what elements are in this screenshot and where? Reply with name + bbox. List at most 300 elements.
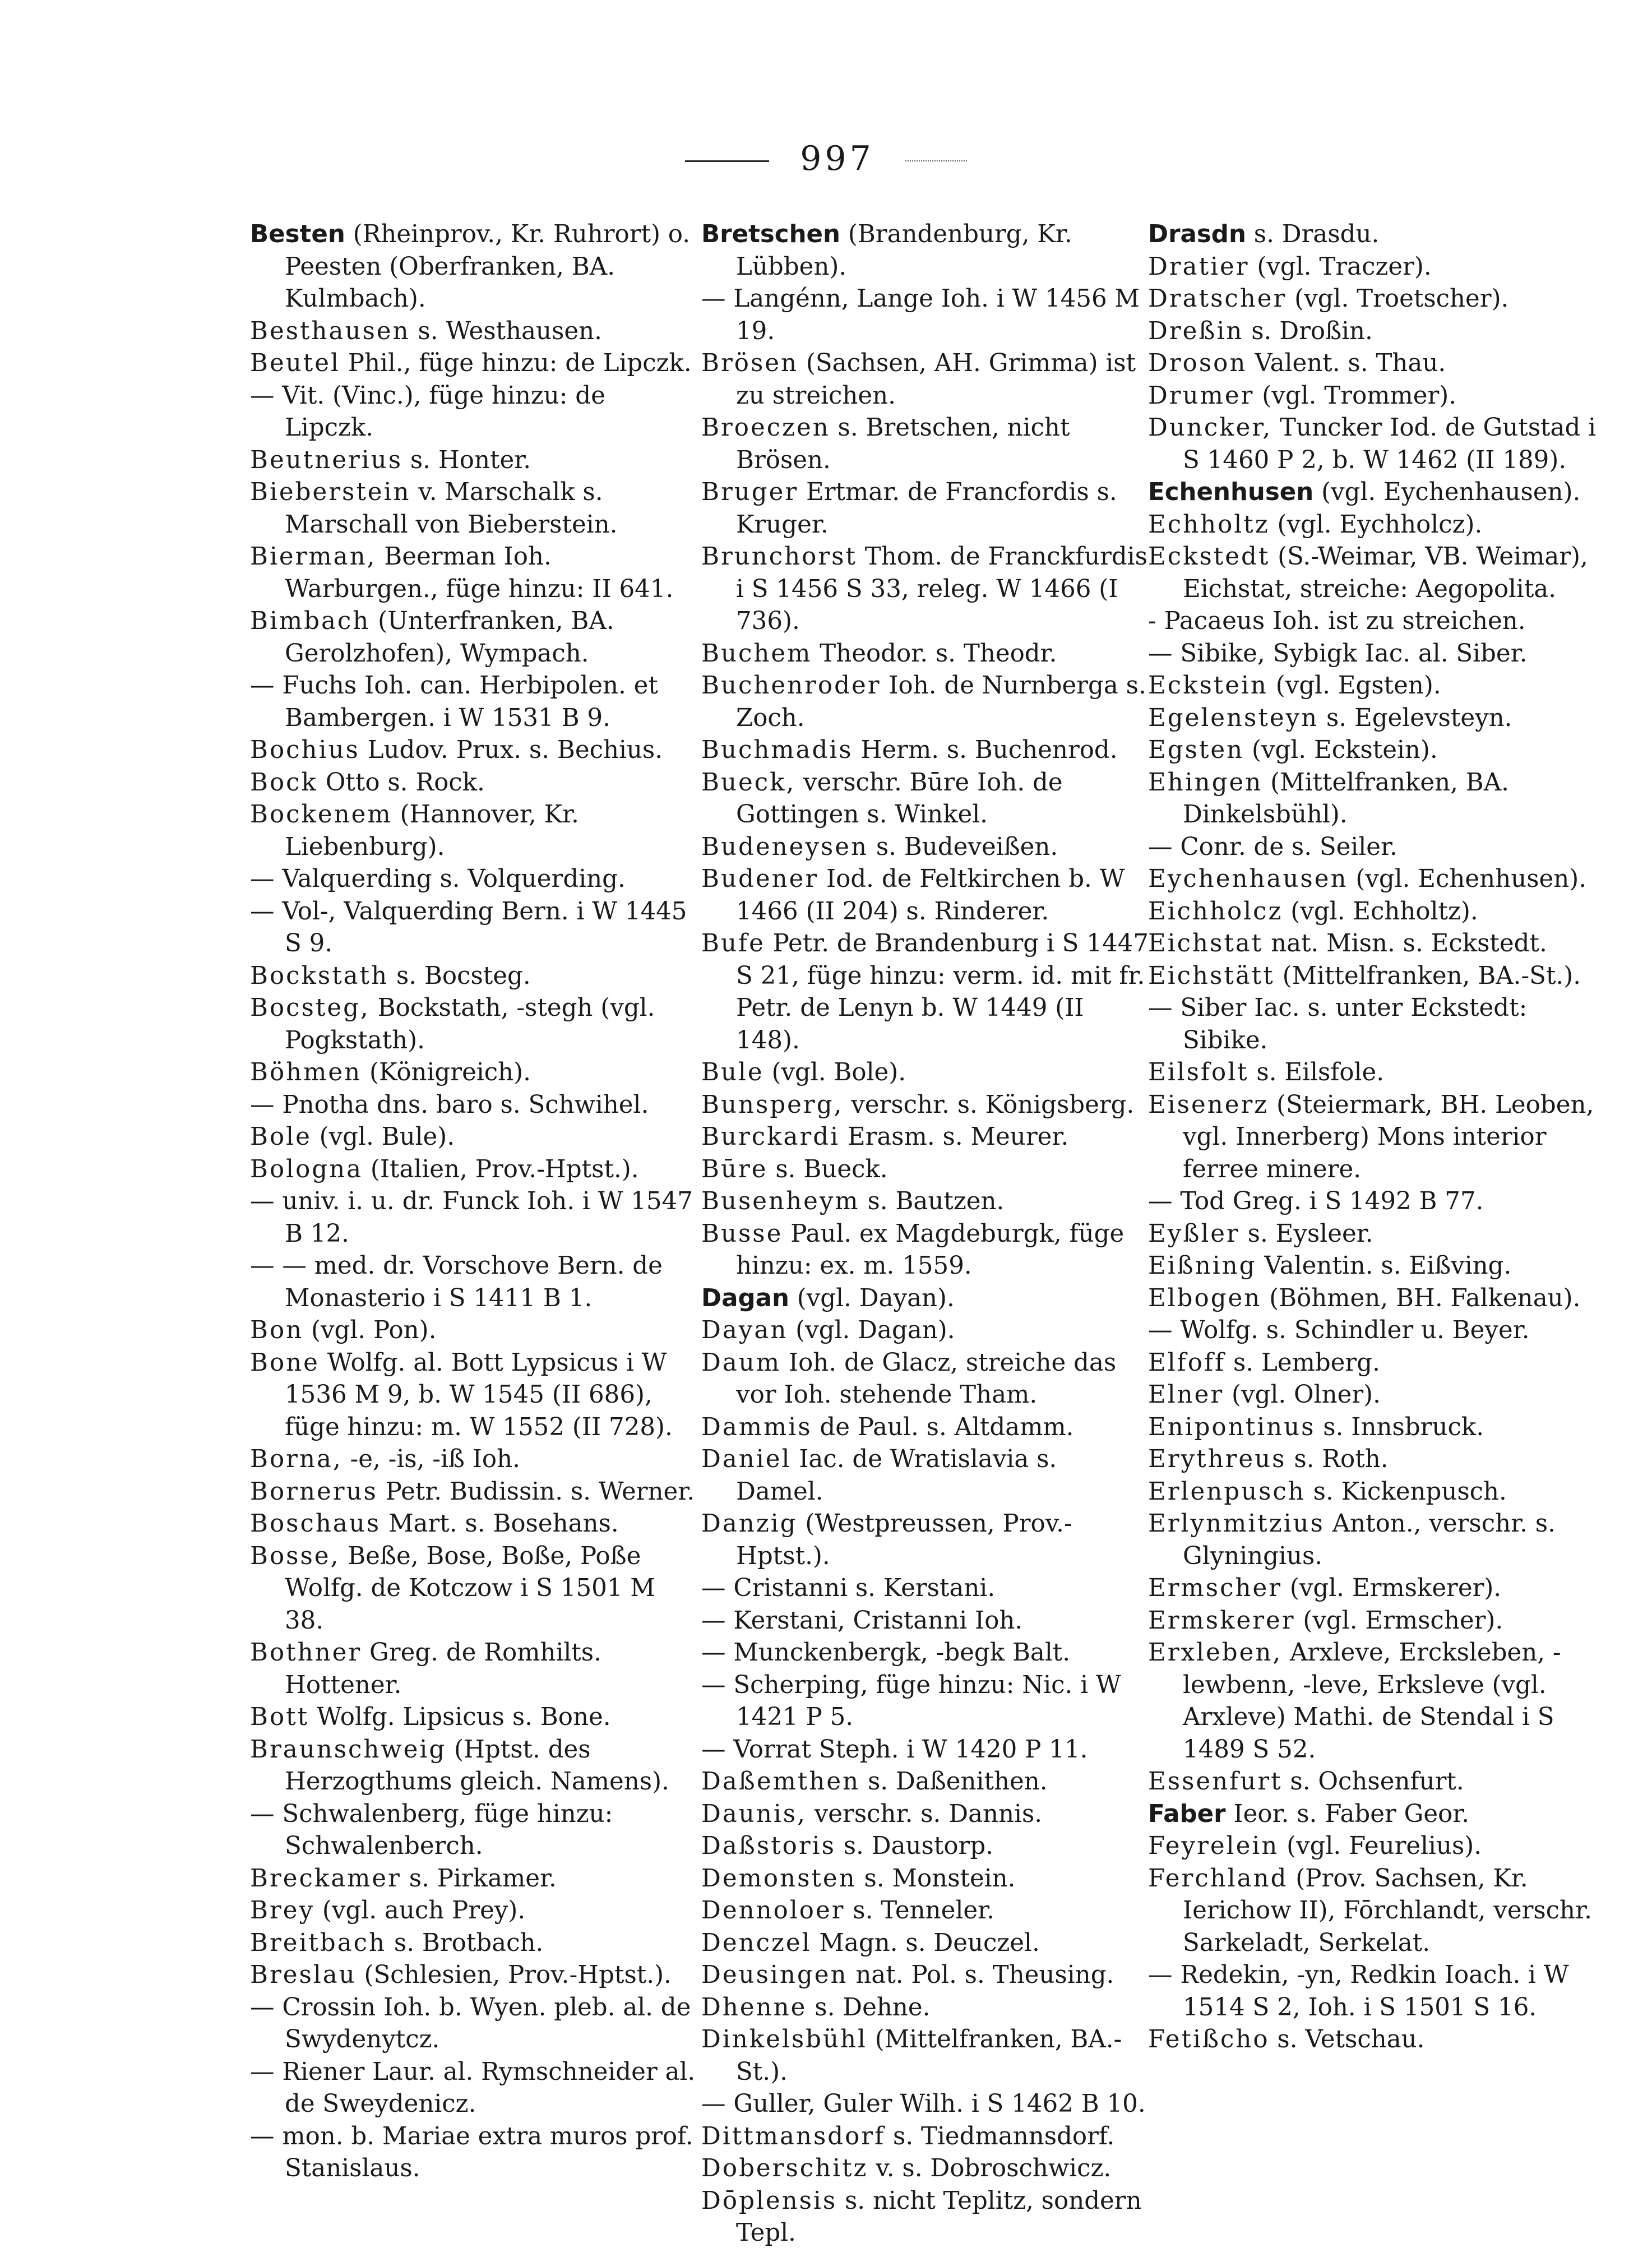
entry-headword: Broeczen	[701, 414, 830, 442]
entry-text: s. Monstein.	[856, 1864, 1016, 1893]
entry-text: Ioh. de Nurnberga s. Zoch.	[736, 672, 1146, 732]
index-entry	[250, 445, 698, 477]
index-entry	[701, 2121, 1150, 2153]
entry-text: s. Droßin.	[1243, 317, 1373, 345]
entry-text: s. Westhausen.	[410, 317, 602, 345]
entry-text: nat. Misn. s. Eckstedt.	[1263, 929, 1547, 958]
index-entry	[701, 1927, 1150, 1960]
column-middle	[701, 219, 1150, 2250]
entry-headword: Daßemthen	[701, 1768, 860, 1796]
entry-headword: Danzig	[701, 1510, 798, 1538]
entry-text: (Böhmen, BH. Falkenau).	[1261, 1284, 1581, 1312]
entry-headword: Dittmansdorf	[701, 2122, 886, 2150]
entry-text: s. Brotbach.	[386, 1928, 544, 1957]
index-entry	[701, 2153, 1150, 2185]
index-entry	[1148, 1766, 1602, 1798]
entry-text: s. Vetschau.	[1269, 2025, 1425, 2054]
entry-text: de Paul. s. Altdamm.	[812, 1413, 1074, 1441]
entry-headword: Ermscher	[1148, 1574, 1283, 1602]
entry-headword: Eisenerz	[1148, 1090, 1269, 1119]
index-entry	[250, 1186, 698, 1250]
index-entry	[701, 1637, 1150, 1669]
entry-text: (vgl. Bole).	[763, 1058, 906, 1086]
index-entry	[250, 863, 698, 896]
index-entry	[701, 863, 1150, 928]
entry-headword: Ermskerer	[1148, 1606, 1295, 1635]
entry-text: (Prov. Sachsen, Kr. Ierichow II), Fōrchlandt, verschr. Sarkeladt, Serkelat.	[1183, 1864, 1592, 1957]
entry-text: s. Daustorp.	[835, 1832, 993, 1860]
entry-headword: Elfoff	[1148, 1348, 1226, 1377]
index-entry	[1148, 1186, 1602, 1218]
index-entry	[1148, 1412, 1602, 1444]
index-entry	[1148, 412, 1602, 477]
entry-text: — Valquerding s. Volquerding.	[250, 865, 626, 893]
entry-text: — Fuchs Ioh. can. Herbipolen. et Bambergen. i W 1531 B 9.	[250, 672, 658, 732]
entry-headword: Bochius	[250, 736, 360, 764]
index-entry	[250, 219, 698, 316]
entry-headword: Eyßler	[1148, 1219, 1240, 1248]
index-entry	[250, 1315, 698, 1347]
entry-headword: Braunschweig	[250, 1735, 447, 1764]
entry-text: (vgl. Pon).	[303, 1316, 437, 1344]
index-entry	[1148, 1572, 1602, 1605]
index-entry	[701, 1572, 1150, 1605]
entry-text: s. Kickenpusch.	[1305, 1477, 1507, 1506]
entry-text: Erasm. s. Meurer.	[840, 1123, 1069, 1151]
entry-text: s. nicht Teplitz, sondern Tepl.	[736, 2186, 1142, 2247]
entry-text: (vgl. Traczer).	[1249, 252, 1432, 281]
entry-headword: Egsten	[1148, 736, 1244, 764]
entry-headword: Budener	[701, 865, 819, 893]
entry-text: (vgl. Echenhusen).	[1348, 865, 1587, 893]
index-entry	[701, 1089, 1150, 1122]
entry-headword: Essenfurt	[1148, 1768, 1283, 1796]
index-entry	[250, 734, 698, 767]
entry-headword: Eichholcz	[1148, 897, 1283, 926]
entry-text: s. Egelevsteyn.	[1318, 704, 1512, 732]
entry-text: — Crossin Ioh. b. Wyen. pleb. al. de Swydenytcz.	[250, 1993, 691, 2054]
entry-headword: Bretschen	[701, 220, 841, 248]
index-entry	[1148, 1347, 1602, 1380]
entry-text: (Schlesien, Prov.-Hptst.).	[356, 1961, 672, 1989]
entry-headword: Bole	[250, 1123, 312, 1151]
entry-text: s. Bueck.	[767, 1155, 888, 1183]
entry-headword: Bueck,	[701, 768, 796, 797]
entry-text: (vgl. Trommer).	[1254, 381, 1457, 410]
entry-text: — Munckenbergk, -begk Balt.	[701, 1639, 1071, 1667]
entry-text: (S.-Weimar, VB. Weimar), Eichstat, streiche: Aegopolita.	[1183, 543, 1588, 603]
index-entry	[250, 1444, 698, 1476]
entry-text: — Pnotha dns. baro s. Schwihel.	[250, 1090, 649, 1119]
index-entry	[250, 477, 698, 541]
entry-headword: Breslau	[250, 1961, 357, 1989]
index-entry	[250, 1476, 698, 1509]
entry-text: Paul. ex Magdeburgk, füge hinzu: ex. m. 1559.	[736, 1219, 1125, 1280]
entry-text: Herm. s. Buchenrod.	[853, 736, 1118, 764]
entry-headword: Daunis,	[701, 1800, 807, 1828]
entry-text: — Wolfg. s. Schindler u. Beyer.	[1148, 1316, 1530, 1344]
index-entry	[1148, 734, 1602, 767]
index-entry	[701, 670, 1150, 734]
entry-text: Ieor. s. Faber Geor.	[1225, 1800, 1470, 1828]
index-entry	[250, 1992, 698, 2056]
entry-headword: Buchmadis	[701, 736, 853, 764]
entry-text: — Sibike, Sybigk Iac. al. Siber.	[1148, 639, 1528, 668]
index-entry	[701, 1412, 1150, 1444]
entry-text: v. s. Dobroschwicz.	[868, 2154, 1112, 2182]
index-entry	[701, 219, 1150, 283]
entry-text: s. Tenneler.	[845, 1897, 994, 1925]
entry-headword: Egelensteyn	[1148, 704, 1319, 732]
entry-text: (Westpreussen, Prov.-Hptst.).	[736, 1510, 1072, 1570]
entry-text: — Tod Greg. i S 1492 B 77.	[1148, 1187, 1484, 1215]
index-entry	[701, 767, 1150, 831]
entry-headword: Buchenroder	[701, 672, 881, 700]
entry-text: Otto s. Rock.	[317, 768, 485, 797]
index-entry	[250, 1250, 698, 1315]
entry-text: Ludov. Prux. s. Bechius.	[359, 736, 663, 764]
entry-text: Iod. de Feltkirchen b. W 1466 (II 204) s. Rinderer.	[736, 865, 1125, 926]
page-number: 997	[800, 139, 874, 178]
entry-text: s. Ochsenfurt.	[1282, 1768, 1464, 1796]
entry-headword: Erlynmitzius	[1148, 1510, 1325, 1538]
column-right	[1148, 219, 1602, 2056]
entry-headword: Besten	[250, 220, 345, 248]
index-entry	[1148, 1476, 1602, 1509]
index-entry	[701, 1444, 1150, 1508]
index-entry	[250, 1734, 698, 1798]
index-entry	[250, 2121, 698, 2185]
entry-headword: Brey	[250, 1897, 315, 1925]
entry-text: s. Eilsfole.	[1248, 1058, 1385, 1086]
index-entry	[250, 992, 698, 1057]
entry-text: Petr. de Brandenburg i S 1447 S 21, füge hinzu: verm. id. mit fr. Petr. de Lenyn b. W 1449 (II 148).	[736, 929, 1149, 1054]
index-entry	[1148, 477, 1602, 509]
index-entry	[250, 1121, 698, 1154]
entry-text: (vgl. Ermscher).	[1295, 1606, 1503, 1635]
entry-headword: Drumer	[1148, 381, 1255, 410]
index-entry	[250, 896, 698, 960]
index-entry	[1148, 831, 1602, 864]
index-entry	[701, 1186, 1150, 1218]
entry-text: s. Honter.	[402, 446, 531, 474]
index-entry	[701, 1798, 1150, 1831]
entry-text: (Italien, Prov.-Hptst.).	[363, 1155, 639, 1183]
index-entry	[701, 1830, 1150, 1863]
index-entry	[1148, 1444, 1602, 1476]
entry-headword: Burckardi	[701, 1123, 840, 1151]
entry-text: (Mittelfranken, BA.-St.).	[1274, 961, 1581, 990]
index-entry	[1148, 863, 1602, 896]
index-entry	[1148, 1379, 1602, 1412]
entry-headword: Daßstoris	[701, 1832, 836, 1860]
entry-text: — mon. b. Mariae extra muros prof. Stanislaus.	[250, 2122, 693, 2182]
entry-headword: Breckamer	[250, 1864, 401, 1893]
index-entry	[250, 1701, 698, 1734]
entry-text: Wolfg. Lipsicus s. Bone.	[309, 1703, 611, 1731]
entry-headword: Brösen	[701, 349, 799, 377]
index-entry	[250, 605, 698, 670]
entry-headword: Bock	[250, 768, 318, 797]
entry-headword: Bone	[250, 1348, 320, 1377]
entry-headword: Buchem	[701, 639, 812, 668]
index-entry	[250, 1927, 698, 1960]
entry-text: s. Dehne.	[807, 1993, 931, 2022]
index-entry	[250, 1863, 698, 1895]
index-entry	[701, 1669, 1150, 1734]
entry-text: Petr. Budissin. s. Werner.	[377, 1477, 695, 1506]
entry-headword: Eilsfolt	[1148, 1058, 1249, 1086]
entry-text: (vgl. Echholtz).	[1283, 897, 1478, 926]
entry-text: (vgl. Bule).	[311, 1123, 455, 1151]
index-entry	[1148, 1798, 1602, 1831]
entry-headword: Dratier	[1148, 252, 1250, 281]
entry-text: -e, -is, -iß Ioh.	[342, 1445, 520, 1473]
index-entry	[1148, 896, 1602, 928]
entry-headword: Echholtz	[1148, 510, 1270, 539]
entry-headword: Droson	[1148, 349, 1247, 377]
entry-text: Mart. s. Bosehans.	[381, 1510, 619, 1538]
entry-headword: Bornerus	[250, 1477, 378, 1506]
index-entry	[250, 348, 698, 380]
entry-headword: Echenhusen	[1148, 478, 1314, 506]
entry-text: Ertmar. de Francfordis s. Kruger.	[736, 478, 1117, 539]
index-entry	[1148, 1057, 1602, 1089]
index-entry	[1148, 283, 1602, 316]
index-entry	[1148, 1218, 1602, 1251]
entry-headword: Elner	[1148, 1381, 1224, 1409]
entry-text: — Scherping, füge hinzu: Nic. i W 1421 P 5.	[701, 1671, 1121, 1731]
index-entry	[250, 1089, 698, 1122]
entry-text: - Pacaeus Ioh. ist zu streichen.	[1148, 607, 1526, 635]
entry-text: s. Bautzen.	[859, 1187, 1005, 1215]
entry-headword: Beutel	[250, 349, 340, 377]
entry-text: Theodor. s. Theodr.	[812, 639, 1057, 668]
index-entry	[1148, 1250, 1602, 1283]
index-entry	[1148, 638, 1602, 670]
entry-text: s. Daßenithen.	[860, 1768, 1048, 1796]
index-entry	[701, 734, 1150, 767]
entry-headword: Bocsteg,	[250, 994, 370, 1022]
entry-headword: Feyrelein	[1148, 1832, 1279, 1860]
entry-headword: Bon	[250, 1316, 304, 1344]
index-entry	[701, 1863, 1150, 1895]
index-entry	[701, 1218, 1150, 1283]
index-entry	[701, 638, 1150, 670]
entry-text: — Guller, Guler Wilh. i S 1462 B 10.	[701, 2090, 1146, 2118]
entry-text: Tuncker Iod. de Gutstad i S 1460 P 2, b. W 1462 (II 189).	[1183, 414, 1597, 474]
entry-text: v. Marschalk s. Marschall von Bieberstein.	[285, 478, 618, 539]
index-entry	[250, 316, 698, 348]
entry-text: Ioh. de Glacz, streiche das vor Ioh. stehende Tham.	[736, 1348, 1117, 1409]
index-entry	[701, 1605, 1150, 1638]
index-entry	[1148, 316, 1602, 348]
index-entry	[701, 348, 1150, 412]
index-entry	[701, 1154, 1150, 1186]
entry-headword: Dreßin	[1148, 317, 1244, 345]
entry-text: Beerman Ioh. Warburgen., füge hinzu: II 641.	[285, 543, 674, 603]
entry-text: Arxleve, Ercksleben, -lewbenn, -leve, Erksleve (vgl. Arxleve) Mathi. de Stendal i S 1489 S 52.	[1183, 1639, 1561, 1764]
entry-text: (Sachsen, AH. Grimma) ist zu streichen.	[736, 349, 1136, 410]
entry-headword: Bunsperg,	[701, 1090, 844, 1119]
entry-headword: Būre	[701, 1155, 768, 1183]
entry-headword: Eychenhausen	[1148, 865, 1348, 893]
header-rule-left	[685, 160, 769, 162]
index-entry	[1148, 541, 1602, 605]
entry-text: (Brandenburg, Kr. Lübben).	[736, 220, 1072, 281]
index-entry	[1148, 1283, 1602, 1315]
entry-text: s. Tiedmannsdorf.	[885, 2122, 1115, 2150]
index-entry	[250, 541, 698, 605]
entry-text: Beße, Bose, Boße, Poße Wolfg. de Kotczow i S 1501 M 38.	[285, 1542, 655, 1635]
entry-text: s. Innsbruck.	[1315, 1413, 1484, 1441]
index-entry	[250, 380, 698, 445]
entry-headword: Dinkelsbühl	[701, 2025, 867, 2054]
entry-text: — Langénn, Lange Ioh. i W 1456 M 19.	[701, 285, 1140, 345]
index-entry	[250, 960, 698, 993]
entry-headword: Faber	[1148, 1800, 1226, 1828]
index-entry	[250, 767, 698, 799]
entry-text: — Vol-, Valquerding Bern. i W 1445 S 9.	[250, 897, 687, 958]
entry-headword: Erythreus	[1148, 1445, 1287, 1473]
index-entry	[701, 283, 1150, 348]
entry-headword: Daniel	[701, 1445, 792, 1473]
entry-text: s. Budeveißen.	[868, 832, 1058, 861]
entry-headword: Ehingen	[1148, 768, 1263, 797]
entry-text: — Vit. (Vinc.), füge hinzu: de Lipczk.	[250, 381, 605, 442]
entry-headword: Dhenne	[701, 1993, 807, 2022]
entry-text: — Riener Laur. al. Rymschneider al. de Sweydenicz.	[250, 2057, 696, 2118]
index-entry	[1148, 670, 1602, 702]
entry-headword: Bockenem	[250, 801, 392, 829]
entry-text: s. Drasdu.	[1246, 220, 1380, 248]
index-entry	[1148, 219, 1602, 251]
entry-headword: Erlenpusch	[1148, 1477, 1306, 1506]
header-rule-right	[905, 160, 967, 161]
entry-headword: Dennoloer	[701, 1897, 845, 1925]
entry-headword: Bruger	[701, 478, 799, 506]
entry-text: verschr. s. Königsberg.	[843, 1090, 1135, 1119]
index-entry	[250, 1798, 698, 1863]
index-entry	[1148, 1315, 1602, 1347]
entry-text: Anton., verschr. s. Glyningius.	[1183, 1510, 1556, 1570]
entry-text: — Siber Iac. s. unter Eckstedt: Sibike.	[1148, 994, 1528, 1054]
entry-text: — Redekin, -yn, Redkin Ioach. i W 1514 S 2, Ioh. i S 1501 S 16.	[1148, 1961, 1569, 2022]
entry-text: (vgl. Eckstein).	[1244, 736, 1438, 764]
entry-text: Valent. s. Thau.	[1247, 349, 1446, 377]
index-entry	[701, 1347, 1150, 1412]
index-entry	[701, 1315, 1150, 1347]
entry-text: (vgl. Eychenhausen).	[1313, 478, 1581, 506]
index-entry	[1148, 767, 1602, 831]
index-entry	[250, 1057, 698, 1089]
entry-headword: Brunchorst	[701, 543, 857, 571]
entry-text: (Unterfranken, BA. Gerolzhofen), Wympach.	[285, 607, 614, 668]
entry-headword: Boschaus	[250, 1510, 381, 1538]
entry-text: (vgl. Ermskerer).	[1282, 1574, 1502, 1602]
entry-text: Wolfg. al. Bott Lypsicus i W 1536 M 9, b. W 1545 (II 686), füge hinzu: m. W 1552 (II 728).	[285, 1348, 673, 1441]
entry-text: s. Lemberg.	[1225, 1348, 1380, 1377]
entry-headword: Bieberstein	[250, 478, 411, 506]
entry-headword: Eckstein	[1148, 672, 1268, 700]
entry-text: (Rheinprov., Kr. Ruhrort) o. Peesten (Oberfranken, BA. Kulmbach).	[285, 220, 691, 313]
index-entry	[250, 1154, 698, 1186]
entry-text: (vgl. Olner).	[1224, 1381, 1381, 1409]
index-entry	[1148, 992, 1602, 1057]
entry-text: (vgl. Dagan).	[788, 1316, 955, 1344]
entry-headword: Erxleben,	[1148, 1639, 1283, 1667]
entry-headword: Besthausen	[250, 317, 410, 345]
entry-headword: Eichstat	[1148, 929, 1264, 958]
entry-headword: Bule	[701, 1058, 764, 1086]
entry-text: s. Bretschen, nicht Brösen.	[736, 414, 1070, 474]
entry-text: s. Pirkamer.	[401, 1864, 557, 1893]
index-entry	[701, 1895, 1150, 1927]
index-entry	[1148, 605, 1602, 638]
entry-headword: Beutnerius	[250, 446, 403, 474]
index-entry	[1148, 1863, 1602, 1960]
entry-text: (vgl. Dayan).	[789, 1284, 955, 1312]
page-header	[0, 139, 1652, 178]
index-entry	[1148, 1959, 1602, 2024]
entry-text: Greg. de Romhilts. Hottener.	[285, 1639, 601, 1699]
index-entry	[250, 2056, 698, 2121]
index-entry	[701, 1766, 1150, 1798]
entry-headword: Enipontinus	[1148, 1413, 1316, 1441]
index-entry	[701, 541, 1150, 638]
entry-text: — Conr. de s. Seiler.	[1148, 832, 1398, 861]
entry-headword: Denczel	[701, 1928, 812, 1957]
index-entry	[250, 1347, 698, 1444]
column-left	[250, 219, 698, 2185]
index-entry	[250, 1508, 698, 1541]
entry-headword: Eckstedt	[1148, 543, 1270, 571]
entry-headword: Bothner	[250, 1639, 362, 1667]
entry-text: (Steiermark, BH. Leoben, vgl. Innerberg) Mons interior ferree minere.	[1183, 1090, 1594, 1183]
index-entry	[1148, 1508, 1602, 1572]
index-entry	[250, 1959, 698, 1992]
entry-headword: Doberschitz	[701, 2154, 868, 2182]
entry-headword: Deusingen	[701, 1961, 848, 1989]
index-entry	[1148, 1637, 1602, 1766]
entry-text: (vgl. Troetscher).	[1287, 285, 1509, 313]
index-entry	[1148, 380, 1602, 413]
entry-headword: Bologna	[250, 1155, 363, 1183]
index-entry	[1148, 1605, 1602, 1638]
entry-headword: Dayan	[701, 1316, 788, 1344]
entry-text: (vgl. Feurelius).	[1279, 1832, 1482, 1860]
entry-headword: Fetißcho	[1148, 2025, 1270, 2054]
entry-text: — Schwalenberg, füge hinzu: Schwalenberch.	[250, 1800, 613, 1860]
index-entry	[1148, 928, 1602, 960]
entry-text: — univ. i. u. dr. Funck Ioh. i W 1547 B 12.	[250, 1187, 693, 1248]
entry-headword: Bufe	[701, 929, 765, 958]
entry-headword: Bott	[250, 1703, 309, 1731]
entry-headword: Busenheym	[701, 1187, 860, 1215]
index-entry	[1148, 1089, 1602, 1186]
index-entry	[701, 2024, 1150, 2088]
entry-headword: Dammis	[701, 1413, 812, 1441]
index-entry	[1148, 509, 1602, 542]
entry-headword: Bimbach	[250, 607, 371, 635]
entry-text: — Kerstani, Cristanni Ioh.	[701, 1606, 1023, 1635]
entry-headword: Dratscher	[1148, 285, 1287, 313]
entry-headword: Duncker,	[1148, 414, 1272, 442]
index-entry	[1148, 960, 1602, 993]
entry-text: Magn. s. Deuczel.	[811, 1928, 1040, 1957]
index-entry	[701, 2088, 1150, 2121]
entry-text: — Cristanni s. Kerstani.	[701, 1574, 996, 1602]
